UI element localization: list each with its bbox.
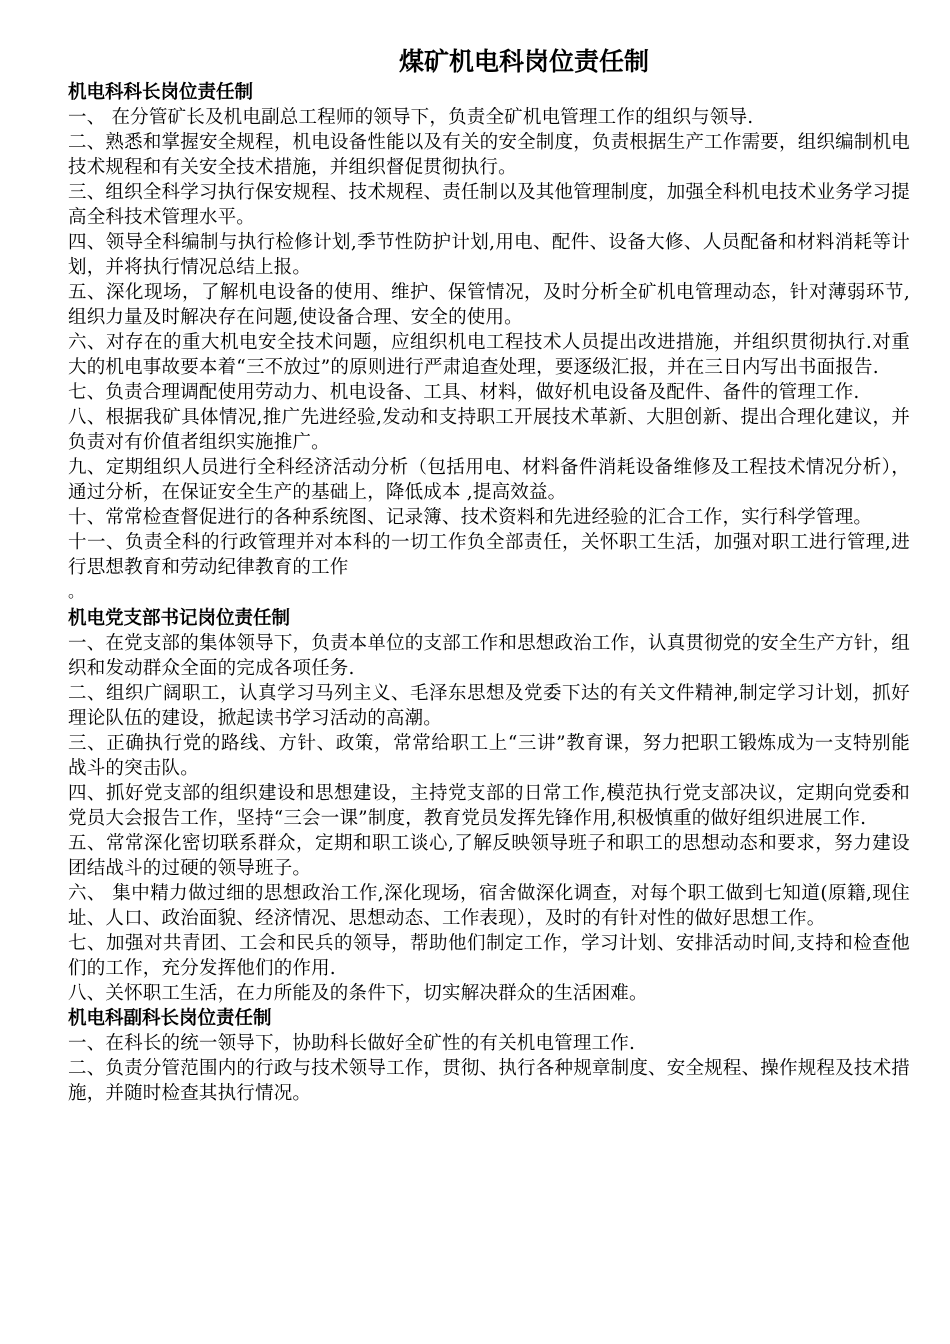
paragraph: 一、 在分管矿长及机电副总工程师的领导下，负责全矿机电管理工作的组织与领导. — [68, 107, 754, 128]
paragraph: 六、 集中精力做过细的思想政治工作,深化现场，宿舍做深化调查，对每个职工做到七知道(原籍,现住址、人口、政治面貌、经济情况、思想动态、工作表现），及时的有针对性的做好思想工作。 — [68, 883, 910, 929]
paragraph: 十、常常检查督促进行的各种系统图、记录簿、技术资料和先进经验的汇合工作，实行科学管理。 — [68, 507, 873, 528]
section-heading: 机电科科长岗位责任制 — [68, 82, 254, 103]
section-chief — [68, 80, 910, 602]
trailing-period: 。 — [68, 582, 85, 601]
section-deputy-chief — [68, 1006, 910, 1106]
paragraph: 五、深化现场，了解机电设备的使用、维护、保管情况，及时分析全矿机电管理动态，针对薄弱环节,组织力量及时解决存在问题,使设备合理、安全的使用。 — [68, 282, 910, 328]
paragraph: 四、领导全科编制与执行检修计划,季节性防护计划,用电、配件、设备大修、人员配备和材料消耗等计划，并将执行情况总结上报。 — [68, 232, 910, 278]
paragraph: 七、负责合理调配使用劳动力、机电设备、工具、材料，做好机电设备及配件、备件的管理工作. — [68, 382, 860, 403]
paragraph: 二、组织广阔职工，认真学习马列主义、毛泽东思想及党委下达的有关文件精神,制定学习计划，抓好理论队伍的建设，掀起读书学习活动的高潮。 — [68, 683, 910, 729]
paragraph: 八、关怀职工生活，在力所能及的条件下，切实解决群众的生活困难。 — [68, 983, 648, 1004]
section-heading: 机电科副科长岗位责任制 — [68, 1008, 272, 1029]
section-party-secretary — [68, 606, 910, 1006]
paragraph: 三、正确执行党的路线、方针、政策，常常给职工上“三讲”教育课，努力把职工锻炼成为一支特别能战斗的突击队。 — [68, 733, 910, 779]
paragraph: 七、加强对共青团、工会和民兵的领导，帮助他们制定工作，学习计划、安排活动时间,支持和检查他们的工作，充分发挥他们的作用. — [68, 933, 910, 979]
paragraph: 二、熟悉和掌握安全规程，机电设备性能以及有关的安全制度，负责根据生产工作需要，组织编制机电技术规程和有关安全技术措施，并组织督促贯彻执行。 — [68, 132, 910, 178]
paragraph: 二、负责分管范围内的行政与技术领导工作，贯彻、执行各种规章制度、安全规程、操作规程及技术措施，并随时检查其执行情况。 — [68, 1058, 910, 1104]
paragraph: 九、定期组织人员进行全科经济活动分析（包括用电、材料备件消耗设备维修及工程技术情况分析），通过分析，在保证安全生产的基础上，降低成本 ,提高效益。 — [68, 457, 910, 503]
document-title: 煤矿机电科岗位责任制 — [398, 47, 649, 76]
paragraph: 一、在党支部的集体领导下，负责本单位的支部工作和思想政治工作，认真贯彻党的安全生产方针，组织和发动群众全面的完成各项任务. — [68, 633, 910, 679]
paragraph: 八、根据我矿具体情况,推广先进经验,发动和支持职工开展技术革新、大胆创新、提出合理化建议，并负责对有价值者组织实施推广。 — [68, 407, 910, 453]
paragraph: 一、在科长的统一领导下，协助科长做好全矿性的有关机电管理工作. — [68, 1033, 636, 1054]
section-heading: 机电党支部书记岗位责任制 — [68, 608, 291, 629]
paragraph: 四、抓好党支部的组织建设和思想建设，主持党支部的日常工作,模范执行党支部决议，定期向党委和党员大会报告工作，坚持“三会一课”制度，教育党员发挥先锋作用,积极慎重的做好组织进展工作. — [68, 783, 910, 829]
paragraph: 十一、负责全科的行政管理并对本科的一切工作负全部责任，关怀职工生活，加强对职工进行管理,进行思想教育和劳动纪律教育的工作 — [68, 532, 910, 578]
paragraph: 五、常常深化密切联系群众，定期和职工谈心,了解反映领导班子和职工的思想动态和要求，努力建设团结战斗的过硬的领导班子。 — [68, 833, 910, 879]
paragraph: 六、对存在的重大机电安全技术问题，应组织机电工程技术人员提出改进措施，并组织贯彻执行.对重大的机电事故要本着“三不放过”的原则进行严肃追查处理，要逐级汇报，并在三日内写出书面报告. — [68, 332, 910, 378]
paragraph: 三、组织全科学习执行保安规程、技术规程、责任制以及其他管理制度，加强全科机电技术业务学习提高全科技术管理水平。 — [68, 182, 910, 228]
